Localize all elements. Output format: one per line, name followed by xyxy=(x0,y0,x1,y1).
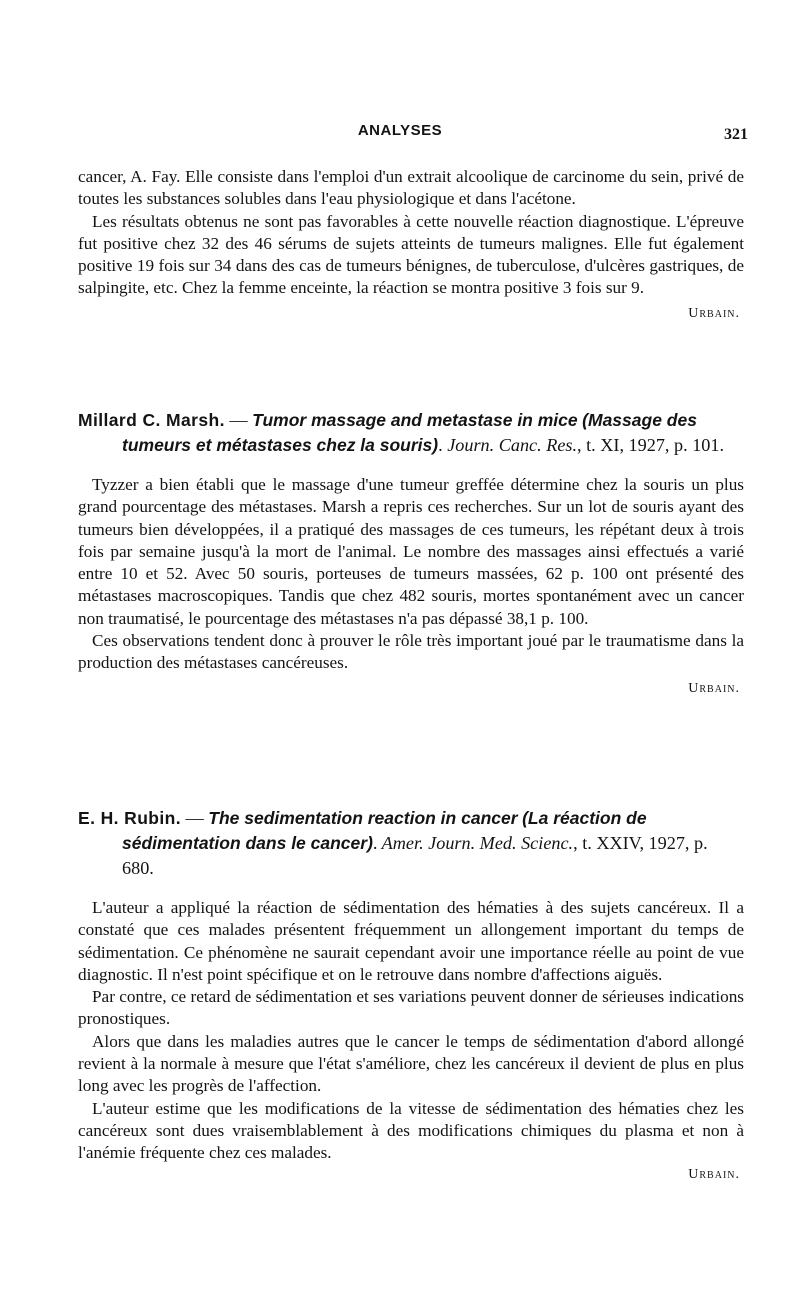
article-title-english: Tumor massage and metastase in mice xyxy=(252,410,578,430)
article-title-english: The sedimentation reaction in cancer xyxy=(208,808,518,828)
review-paragraph-1: L'auteur a appliqué la réaction de sédimentation des hématies à des sujets cancéreux. Il a constaté que ces malades présentent fréquemment un allongement important du temps de sédimentation. Ce phénomène ne saurait cependant avoir une importance réelle au point de vue diagnostic. Il n'est point spécifique et on le retrouve dans nombre d'affections aiguës. xyxy=(78,898,744,984)
review-entry-rubin xyxy=(78,806,744,1183)
article-title-french: (Massage des tumeurs et métastases chez la souris) xyxy=(122,410,697,455)
bibliographic-reference: Millard C. Marsh. — Tumor massage and metastase in mice (Massage des tumeurs et métastases chez la souris). Journ. Canc. Res., t. XI, 1927, p. 101. xyxy=(78,410,725,455)
author-name: Millard C. Marsh. xyxy=(78,410,225,430)
continued-paragraph-2: Les résultats obtenus ne sont pas favorables à cette nouvelle réaction diagnostique. L'épreuve fut positive chez 32 des 46 sérums de sujets atteints de tumeurs malignes. Elle fut également positive 19 fois sur 34 dans des cas de tumeurs bénignes, de tuberculose, d'ulcères gastriques, de salpingite, etc. Chez la femme enceinte, la réaction se montra positive 3 fois sur 9. xyxy=(78,211,744,298)
reviewer-signature: Urbain. xyxy=(688,305,740,321)
continued-review xyxy=(78,166,744,322)
running-title: ANALYSES xyxy=(357,122,443,139)
bibliographic-reference: E. H. Rubin. — The sedimentation reaction in cancer (La réaction de sédimentation dans le cancer). Amer. Journ. Med. Scienc., t. XXIV, 1927, p. 680. xyxy=(78,808,708,878)
review-paragraph-3: Alors que dans les maladies autres que le cancer le temps de sédimentation d'abord allongé revient à la normale à mesure que l'état s'améliore, chez les cancéreux il devient de plus en plus long avec les progrès de l'affection. xyxy=(78,1031,744,1096)
review-paragraph-2: Ces observations tendent donc à prouver le rôle très important joué par le traumatisme dans la production des métastases cancéreuses. xyxy=(78,631,744,673)
running-header xyxy=(0,122,800,146)
review-paragraph-1: Tyzzer a bien établi que le massage d'une tumeur greffée détermine chez la souris un plus grand pourcentage des métastases. Marsh a repris ces recherches. Sur un lot de souris ayant des tumeurs bien développées, il a pratiqué des massages de ces tumeurs, les répétant deux à trois fois par semaine jusqu'à la mort de l'animal. Le nombre des massages ainsi effectués a varié entre 10 et 52. Avec 50 souris, porteuses de tumeurs massées, 62 p. 100 ont présenté des métastases macroscopiques. Tandis que chez 482 souris, mortes spontanément avec un cancer non traumatisé, le pourcentage des métastases n'a pas dépassé 38,1 p. 100. xyxy=(78,475,744,628)
journal-name: Journ. Canc. Res. xyxy=(442,435,578,455)
publication-details: , t. XI, 1927, p. 101. xyxy=(577,435,725,455)
review-paragraph-4: L'auteur estime que les modifications de la vitesse de sédimentation des hématies chez les cancéreux sont dues vraisemblablement à des modifications chimiques du plasma et non à l'anémie fréquente chez ces malades. xyxy=(78,1098,744,1163)
continued-paragraph-1: cancer, A. Fay. Elle consiste dans l'emploi d'un extrait alcoolique de carcinome du sein, privé de toutes les substances solubles dans l'eau physiologique et dans l'acétone. xyxy=(78,167,744,209)
reference-dash: — xyxy=(224,410,253,430)
author-name: E. H. Rubin. xyxy=(78,808,181,828)
reviewer-signature: Urbain. xyxy=(688,1166,740,1182)
reference-dash: — xyxy=(181,808,209,828)
article-title-french: (La réaction de sédimentation dans le cancer) xyxy=(122,808,647,853)
review-entry-marsh xyxy=(78,408,744,697)
review-paragraph-2: Par contre, ce retard de sédimentation et ses variations peuvent donner de sérieuses indications pronostiques. xyxy=(78,987,744,1029)
reviewer-signature: Urbain. xyxy=(688,680,740,696)
page-number: 321 xyxy=(724,126,748,143)
publication-details: , t. XXIV, 1927, p. 680. xyxy=(122,833,708,878)
journal-name: Amer. Journ. Med. Scienc. xyxy=(377,833,574,853)
